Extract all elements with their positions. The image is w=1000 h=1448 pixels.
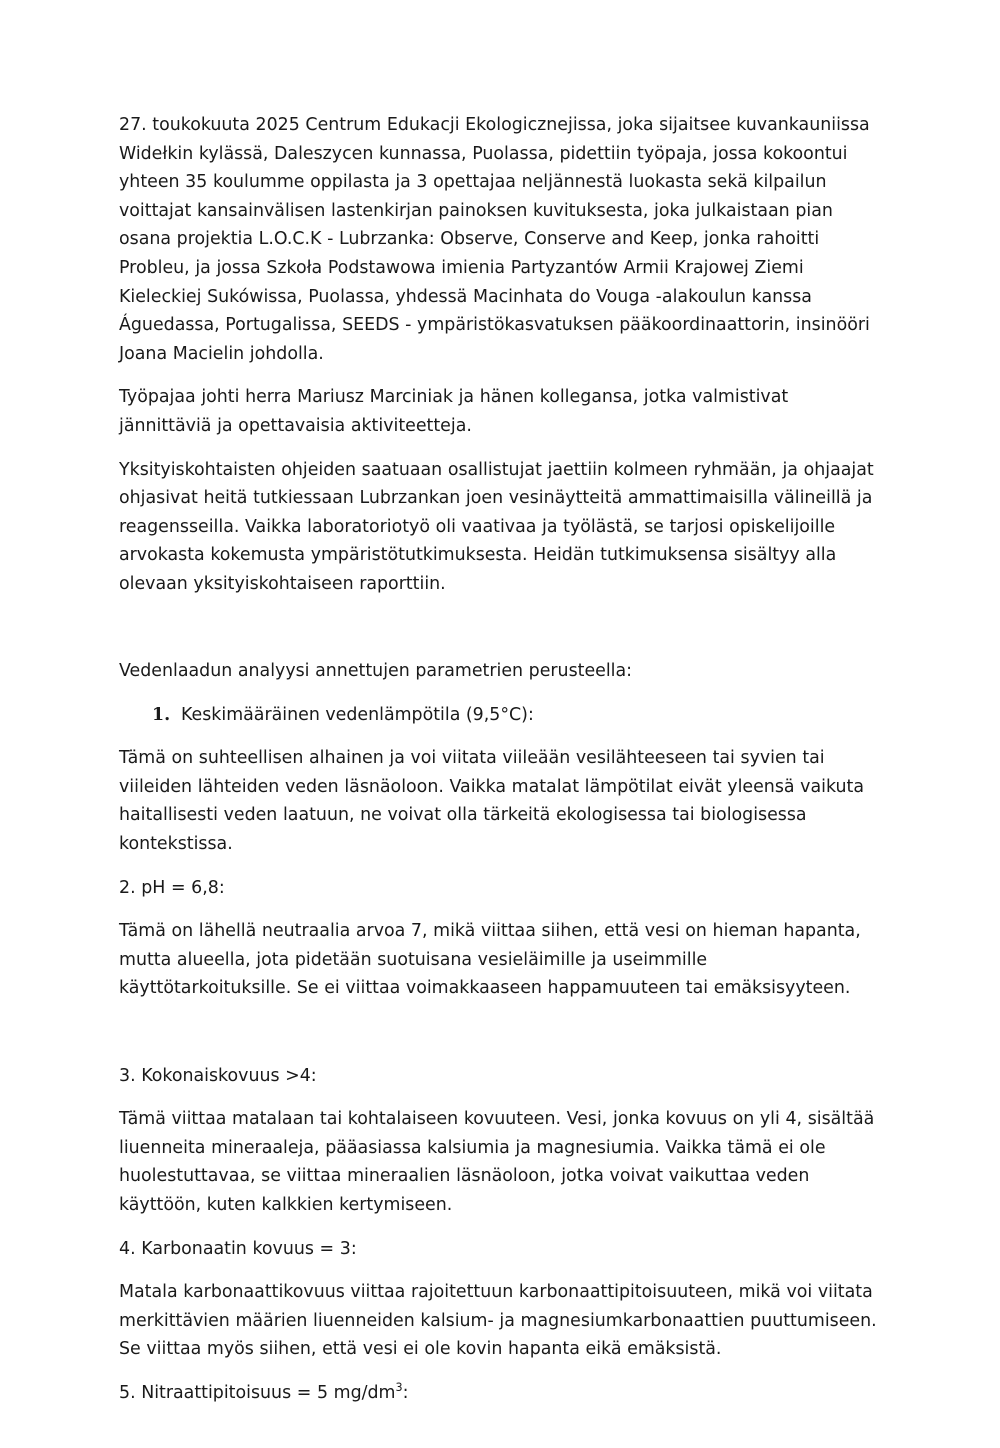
- intro-paragraph: 27. toukokuuta 2025 Centrum Edukacji Ekologicznejissa, joka sijaitsee kuvankauniissa Widełkin kylässä, Daleszycen kunnassa, Puolassa, pidettiin työpaja, jossa kokoontui yhteen 35 koulumme oppilasta ja 3 opettajaa neljännestä luokasta sekä kilpailun voittajat kansainvälisen lastenkirjan painoksen kuvituksesta, joka julkaistaan pian osana projektia L.O.C.K - Lubrzanka: Observe, Conserve and Keep, jonka rahoitti Probleu, ja jossa Szkoła Podstawowa imienia Partyzantów Armii Krajowej Ziemi Kieleckiej Sukówissa, Puolassa, yhdessä Macinhata do Vouga -alakoulun kanssa Águedassa, Portugalissa, SEEDS - ympäristökasvatuksen pääkoordinaattorin, insinööri Joana Macielin johdolla.: [119, 115, 870, 364]
- nitrate-unit-exponent: 3: [395, 1381, 403, 1395]
- blank-line-spacer-2: [119, 1018, 881, 1047]
- list-item-marker: 1.: [152, 704, 171, 725]
- total-hardness-body: Tämä viittaa matalaan tai kohtalaiseen kovuuteen. Vesi, jonka kovuus on yli 4, sisältää liuenneita mineraaleja, pääasiassa kalsiumia ja magnesiumia. Vaikka tämä ei ole huolestuttavaa, se viittaa mineraalien läsnäoloon, jotka voivat vaikuttaa veden käyttöön, kuten kalkkien kertymiseen.: [119, 1109, 875, 1215]
- temperature-body: Tämä on suhteellisen alhainen ja voi viitata viileään vesilähteeseen tai syvien tai viileiden lähteiden veden läsnäoloon. Vaikka matalat lämpötilat eivät yleensä vaikuta haitallisesti veden laatuun, ne voivat olla tärkeitä ekologisessa tai biologisessa kontekstissa.: [119, 748, 864, 855]
- ph-body: Tämä on lähellä neutraalia arvoa 7, mikä viittaa siihen, että vesi on hieman hapanta, mutta alueella, jota pidetään suotuisana vesieläimille ja useimmille käyttötarkoituksille. Se ei viittaa voimakkaaseen happamuuteen tai emäksisyyteen.: [119, 921, 861, 999]
- parameter-list: [119, 701, 881, 730]
- nitrate-title: [119, 1379, 881, 1408]
- list-item-label: Keskimääräinen vedenlämpötila (9,5°C):: [181, 704, 534, 725]
- carbonate-hardness-body: Matala karbonaattikovuus viittaa rajoitettuun karbonaattipitoisuuteen, mikä voi viitata merkittävien määrien liuenneiden kalsium- ja magnesiumkarbonaattien puuttumiseen. Se viittaa myös siihen, että vesi ei ole kovin hapanta eikä emäksistä.: [119, 1282, 877, 1360]
- ph-title: 2. pH = 6,8:: [119, 877, 225, 898]
- group-work-paragraph: Yksityiskohtaisten ohjeiden saatuaan osallistujat jaettiin kolmeen ryhmään, ja ohjaajat ohjasivat heitä tutkiessaan Lubrzankan joen vesinäytteitä ammattimaisilla välineillä ja reagensseilla. Vaikka laboratoriotyö oli vaativaa ja työlästä, se tarjosi opiskelijoille arvokasta kokemusta ympäristötutkimuksesta. Heidän tutkimuksensa sisältyy alla olevaan yksityiskohtaiseen raporttiin.: [119, 459, 874, 594]
- analysis-heading: Vedenlaadun analyysi annettujen parametrien perusteella:: [119, 661, 633, 682]
- blank-line-spacer-1: [119, 614, 881, 643]
- total-hardness-title: 3. Kokonaiskovuus >4:: [119, 1065, 317, 1086]
- carbonate-hardness-title: 4. Karbonaatin kovuus = 3:: [119, 1238, 357, 1259]
- list-item-temperature: [152, 701, 881, 730]
- nitrate-title-colon: :: [402, 1382, 409, 1403]
- nitrate-title-text: 5. Nitraattipitoisuus = 5 mg/dm: [119, 1382, 396, 1403]
- document-body: [119, 111, 881, 1408]
- workshop-leader-paragraph: Työpajaa johti herra Mariusz Marciniak ja hänen kollegansa, jotka valmistivat jännittäviä ja opettavaisia aktiviteetteja.: [119, 387, 789, 436]
